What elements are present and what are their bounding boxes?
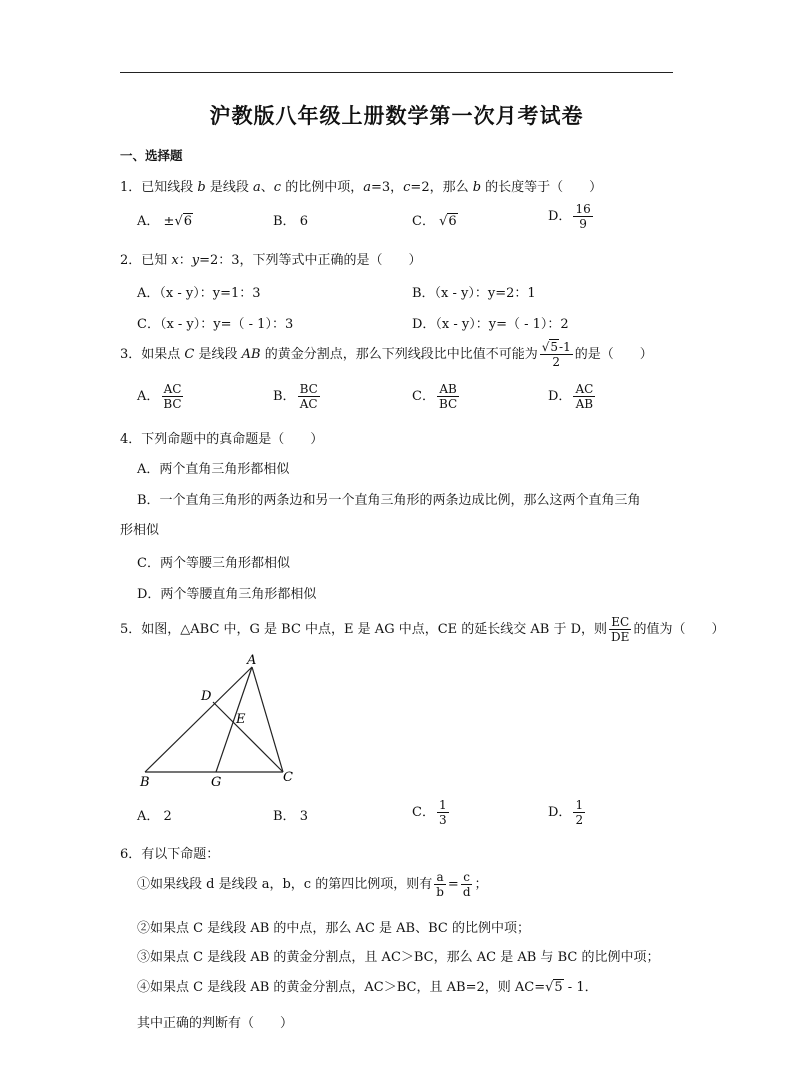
- question-4-option-b-cont: 形相似: [120, 523, 160, 538]
- question-5-option-b: B． 3: [273, 809, 308, 824]
- question-4-option-d: D．两个等腰直角三角形都相似: [137, 587, 317, 602]
- question-3-stem: 3．如果点 C 是线段 AB 的黄金分割点，那么下列线段比中比值不可能为 $\frac{√5-1}{2}$ 的是（ ）: [120, 340, 653, 369]
- triangle-figure: [135, 650, 305, 795]
- question-6-proposition-4: ④如果点 C 是线段 AB 的黄金分割点，AC＞BC，且 AB=2，则 AC=√5 - 1．: [137, 980, 598, 995]
- question-6-proposition-2: ②如果点 C 是线段 AB 的中点，那么 AC 是 AB、BC 的比例中项；: [137, 921, 530, 936]
- question-4-option-b: B．一个直角三角形的两条边和另一个直角三角形的两条边成比例，那么这两个直角三角: [137, 493, 641, 508]
- question-6-proposition-3: ③如果点 C 是线段 AB 的黄金分割点，且 AC＞BC，那么 AC 是 AB 与 BC 的比例中项；: [137, 950, 660, 965]
- question-3-option-c: C． $\frac{AB}{BC}$: [412, 382, 458, 411]
- question-3-option-b: B． $\frac{BC}{AC}$: [273, 382, 318, 411]
- question-6-stem: 6．有以下命题：: [120, 847, 220, 862]
- label-e: E: [236, 712, 246, 727]
- label-g: G: [211, 775, 222, 790]
- label-a: A: [247, 653, 257, 668]
- question-2-option-c: C．（x - y）：y=（ - 1）：3: [137, 317, 294, 332]
- question-1-option-d: D． $\frac{16}{9}$: [548, 202, 591, 231]
- segment-ag: [216, 667, 252, 772]
- question-1-stem: 1．已知线段 b 是线段 a、c 的比例中项，a=3，c=2，那么 b 的长度等于（ ）: [120, 180, 603, 195]
- question-5-option-c: C． $\frac{1}{3}$: [412, 798, 447, 827]
- question-2-stem: 2．已知 x：y=2：3，下列等式中正确的是（ ）: [120, 253, 422, 268]
- label-d: D: [201, 689, 212, 704]
- section-heading: 一、选择题: [120, 148, 183, 163]
- question-4-stem: 4．下列命题中的真命题是（ ）: [120, 432, 324, 447]
- question-5-stem: 5．如图，△ABC 中，G 是 BC 中点，E 是 AG 中点，CE 的延长线交 AB 于 D，则 $\frac{EC}{DE}$ 的值为（ ）: [120, 615, 725, 644]
- question-3-option-a: A． $\frac{AC}{BC}$: [137, 382, 182, 411]
- question-1-option-b: B． 6: [273, 214, 308, 229]
- question-4-option-a: A．两个直角三角形都相似: [137, 462, 290, 477]
- question-6-proposition-1: ①如果线段 d 是线段 a，b，c 的第四比例项，则有 $\frac{a}{b}$ = $\frac{c}{d}$ ；: [137, 870, 488, 899]
- question-4-option-c: C．两个等腰三角形都相似: [137, 556, 290, 571]
- label-b: B: [140, 775, 150, 790]
- question-1-option-c: C． √6: [412, 214, 457, 229]
- header-rule: [120, 72, 673, 73]
- question-6-closing: 其中正确的判断有（ ）: [137, 1016, 294, 1031]
- question-5-option-d: D． $\frac{1}{2}$: [548, 798, 584, 827]
- question-5-option-a: A． 2: [137, 809, 172, 824]
- question-2-option-a: A．（x - y）：y=1：3: [137, 286, 261, 301]
- question-2-option-d: D．（x - y）：y=（ - 1）：2: [412, 317, 569, 332]
- question-2-option-b: B．（x - y）：y=2：1: [412, 286, 536, 301]
- page-title: 沪教版八年级上册数学第一次月考试卷: [209, 104, 584, 128]
- question-1-option-a: A． ±√6: [137, 214, 193, 229]
- question-3-option-d: D． $\frac{AC}{AB}$: [548, 382, 594, 411]
- label-c: C: [283, 770, 293, 785]
